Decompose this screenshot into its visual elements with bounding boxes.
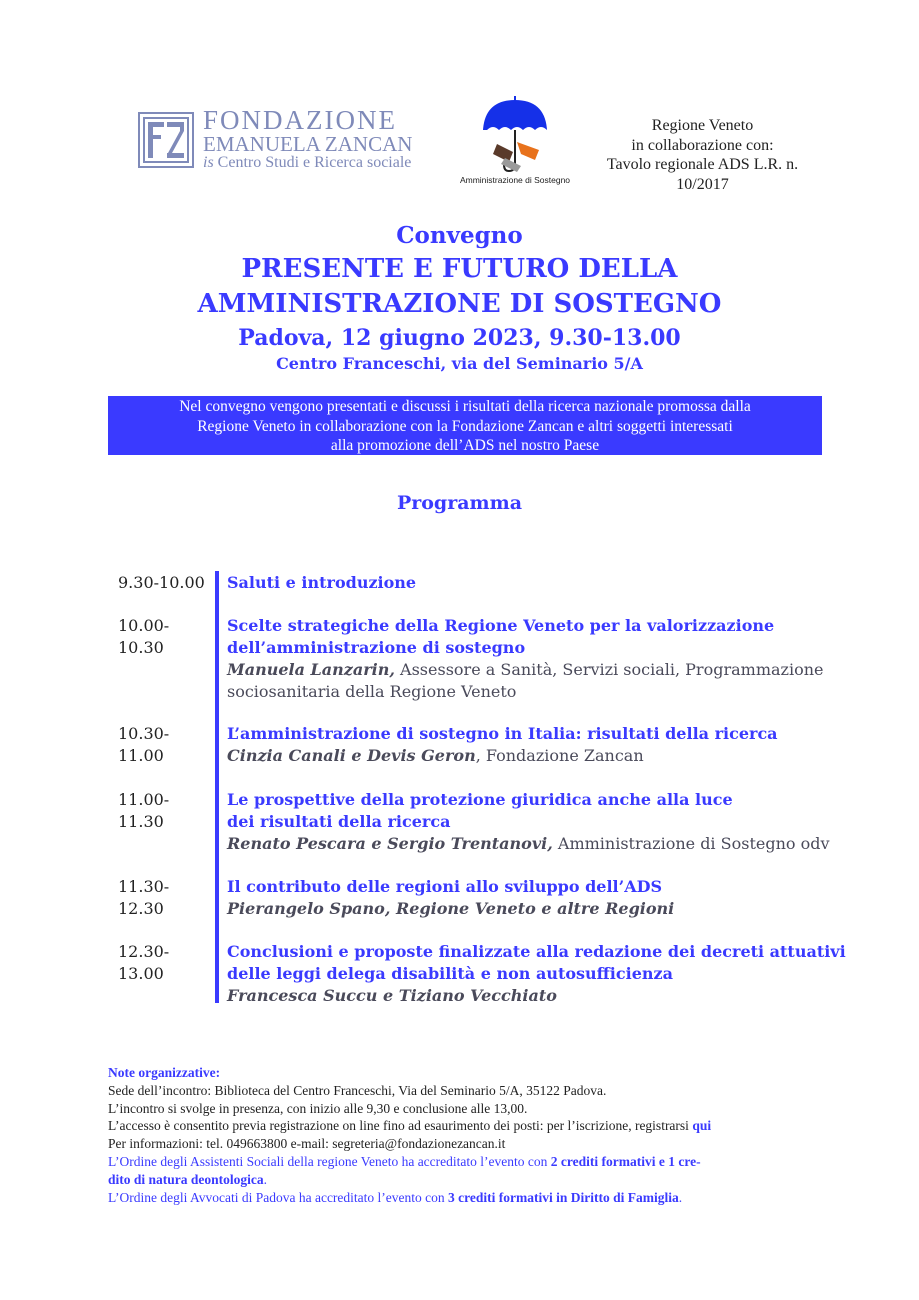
program-item	[227, 723, 887, 767]
umbrella-hands-icon	[455, 92, 575, 176]
event-title-line1: PRESENTE E FUTURO DELLA	[241, 254, 678, 284]
fz-logo-is: is	[203, 154, 214, 171]
program-time-line: 11.30	[118, 812, 164, 831]
program-time	[118, 615, 169, 659]
speaker-names: Francesca Succu e Tiziano Vecchiato	[227, 986, 557, 1005]
notes-lawyers-text: L’Ordine degli Avvocati di Padova ha accreditato l’evento con	[108, 1189, 449, 1205]
program-time-line: 10.30-	[118, 724, 170, 743]
program-item-title: L’amministrazione di sostegno in Italia: risultati della ricerca	[227, 724, 778, 743]
program-item	[227, 615, 887, 703]
program-time-line: 10.30	[118, 638, 164, 657]
event-venue: Centro Franceschi, via del Seminario 5/A	[276, 354, 643, 373]
notes-social-workers-cont	[108, 1171, 828, 1189]
intro-line: Nel convegno vengono presentati e discussi i risultati della ricerca nazionale promossa dalla	[179, 398, 751, 415]
ads-logo-caption: Amministrazione di Sostegno	[459, 175, 571, 185]
program-item-title: Le prospettive della protezione giuridica anche alla luce	[227, 790, 733, 809]
program-item	[227, 941, 887, 1007]
program-item-title: Scelte strategiche della Regione Veneto per la valorizzazione	[227, 616, 775, 635]
program-item-speaker	[227, 659, 887, 703]
intro-line: alla promozione dell’ADS nel nostro Paese	[330, 437, 600, 454]
event-kind: Convegno	[396, 222, 523, 249]
program-time-line: 9.30-10.00	[118, 573, 205, 592]
intro-box	[108, 396, 822, 455]
program-item	[227, 876, 887, 920]
event-date-time: Padova, 12 giugno 2023, 9.30-13.00	[238, 325, 681, 351]
fz-logo-line2: EMANUELA ZANCAN	[203, 132, 413, 156]
notes-social-credits: 2 crediti formativi e 1 cre-	[550, 1153, 701, 1169]
notes-heading: Note organizzative:	[108, 1065, 221, 1080]
program-item-title: Il contributo delle regioni allo sviluppo dell’ADS	[227, 877, 663, 896]
program-time-line: 10.00-	[118, 616, 170, 635]
notes-info: Per informazioni: tel. 049663800 e-mail: segreteria@fondazionezancan.it	[108, 1136, 506, 1152]
program-item-speaker	[227, 745, 887, 767]
program-time	[118, 876, 169, 920]
fz-logo-line1: FONDAZIONE	[203, 105, 397, 135]
program-item-title: Saluti e introduzione	[227, 573, 417, 592]
event-title-line2: AMMINISTRAZIONE DI SOSTEGNO	[197, 289, 722, 319]
program-time	[118, 789, 169, 833]
notes-social-end: .	[263, 1171, 268, 1187]
fz-monogram-icon	[137, 111, 195, 169]
program-item-title: dell’amministrazione di sostegno	[227, 638, 526, 657]
program-time-line: 12.30	[118, 899, 164, 918]
program-time-line: 13.00	[118, 964, 164, 983]
program-item-speaker	[227, 833, 887, 855]
speaker-names: Pierangelo Spano, Regione Veneto e altre Regioni	[227, 899, 675, 918]
program-item-title: dei risultati della ricerca	[227, 812, 451, 831]
notes-venue: Sede dell’incontro: Biblioteca del Centro Franceschi, Via del Seminario 5/A, 35122 Padova.	[108, 1082, 607, 1098]
speaker-role: Assessore a Sanità, Servizi sociali, Programmazione sociosanitaria della Regione Veneto	[227, 660, 824, 701]
fondazione-zancan-logo	[137, 105, 417, 175]
program-item-speaker	[227, 898, 887, 920]
program-time-line: 11.00-	[118, 790, 170, 809]
program-item-title: Conclusioni e proposte finalizzate alla redazione dei decreti attuativi	[227, 942, 846, 961]
organizational-notes	[108, 1064, 828, 1206]
program-time	[118, 723, 169, 767]
speaker-names: Renato Pescara e Sergio Trentanovi,	[227, 834, 553, 853]
notes-access	[108, 1117, 828, 1135]
program-item-title: delle leggi delega disabilità e non autosufficienza	[227, 964, 673, 983]
intro-line: Regione Veneto in collaborazione con la Fondazione Zancan e altri soggetti interessati	[197, 417, 733, 435]
notes-lawyers-credits: 3 crediti formativi in Diritto di Famiglia	[448, 1189, 679, 1205]
header-partners-line: in collaborazione con:	[631, 136, 774, 154]
notes-social-text: L’Ordine degli Assistenti Sociali della regione Veneto ha accreditato l’evento con	[108, 1153, 551, 1169]
fz-logo-line3	[203, 154, 411, 172]
program-item	[227, 789, 887, 855]
speaker-names: Manuela Lanzarin,	[227, 660, 395, 679]
header-partners-line: 10/2017	[676, 175, 729, 193]
notes-social-credits-cont: dito di natura deontologica	[108, 1171, 264, 1187]
program-item	[227, 572, 887, 594]
registration-link[interactable]: qui	[692, 1118, 712, 1134]
program-item-speaker	[227, 985, 887, 1007]
program-heading: Programma	[396, 492, 523, 514]
notes-lawyers	[108, 1189, 828, 1207]
fz-logo-subtitle: Centro Studi e Ricerca sociale	[213, 154, 412, 171]
notes-format: L’incontro si svolge in presenza, con inizio alle 9,30 e conclusione alle 13,00.	[108, 1100, 528, 1116]
header-partners-line: Regione Veneto	[651, 117, 754, 134]
speaker-role: Amministrazione di Sostegno odv	[552, 834, 830, 853]
program-vertical-rule	[215, 571, 219, 1003]
program-time-line: 11.00	[118, 746, 164, 765]
header-partners	[595, 116, 810, 194]
notes-lawyers-end: .	[678, 1189, 683, 1205]
program-time	[118, 572, 205, 594]
program-time	[118, 941, 169, 985]
speaker-role: , Fondazione Zancan	[475, 746, 644, 765]
notes-social-workers	[108, 1153, 828, 1171]
notes-access-text: L’accesso è consentito previa registrazione on line fino ad esaurimento dei posti: per l’iscrizione, registrarsi	[108, 1118, 693, 1134]
ads-logo	[455, 92, 575, 192]
program-time-line: 11.30-	[118, 877, 170, 896]
program-time-line: 12.30-	[118, 942, 170, 961]
header-partners-line: Tavolo regionale ADS L.R. n.	[606, 156, 799, 173]
speaker-names: Cinzia Canali e Devis Geron	[227, 746, 476, 765]
